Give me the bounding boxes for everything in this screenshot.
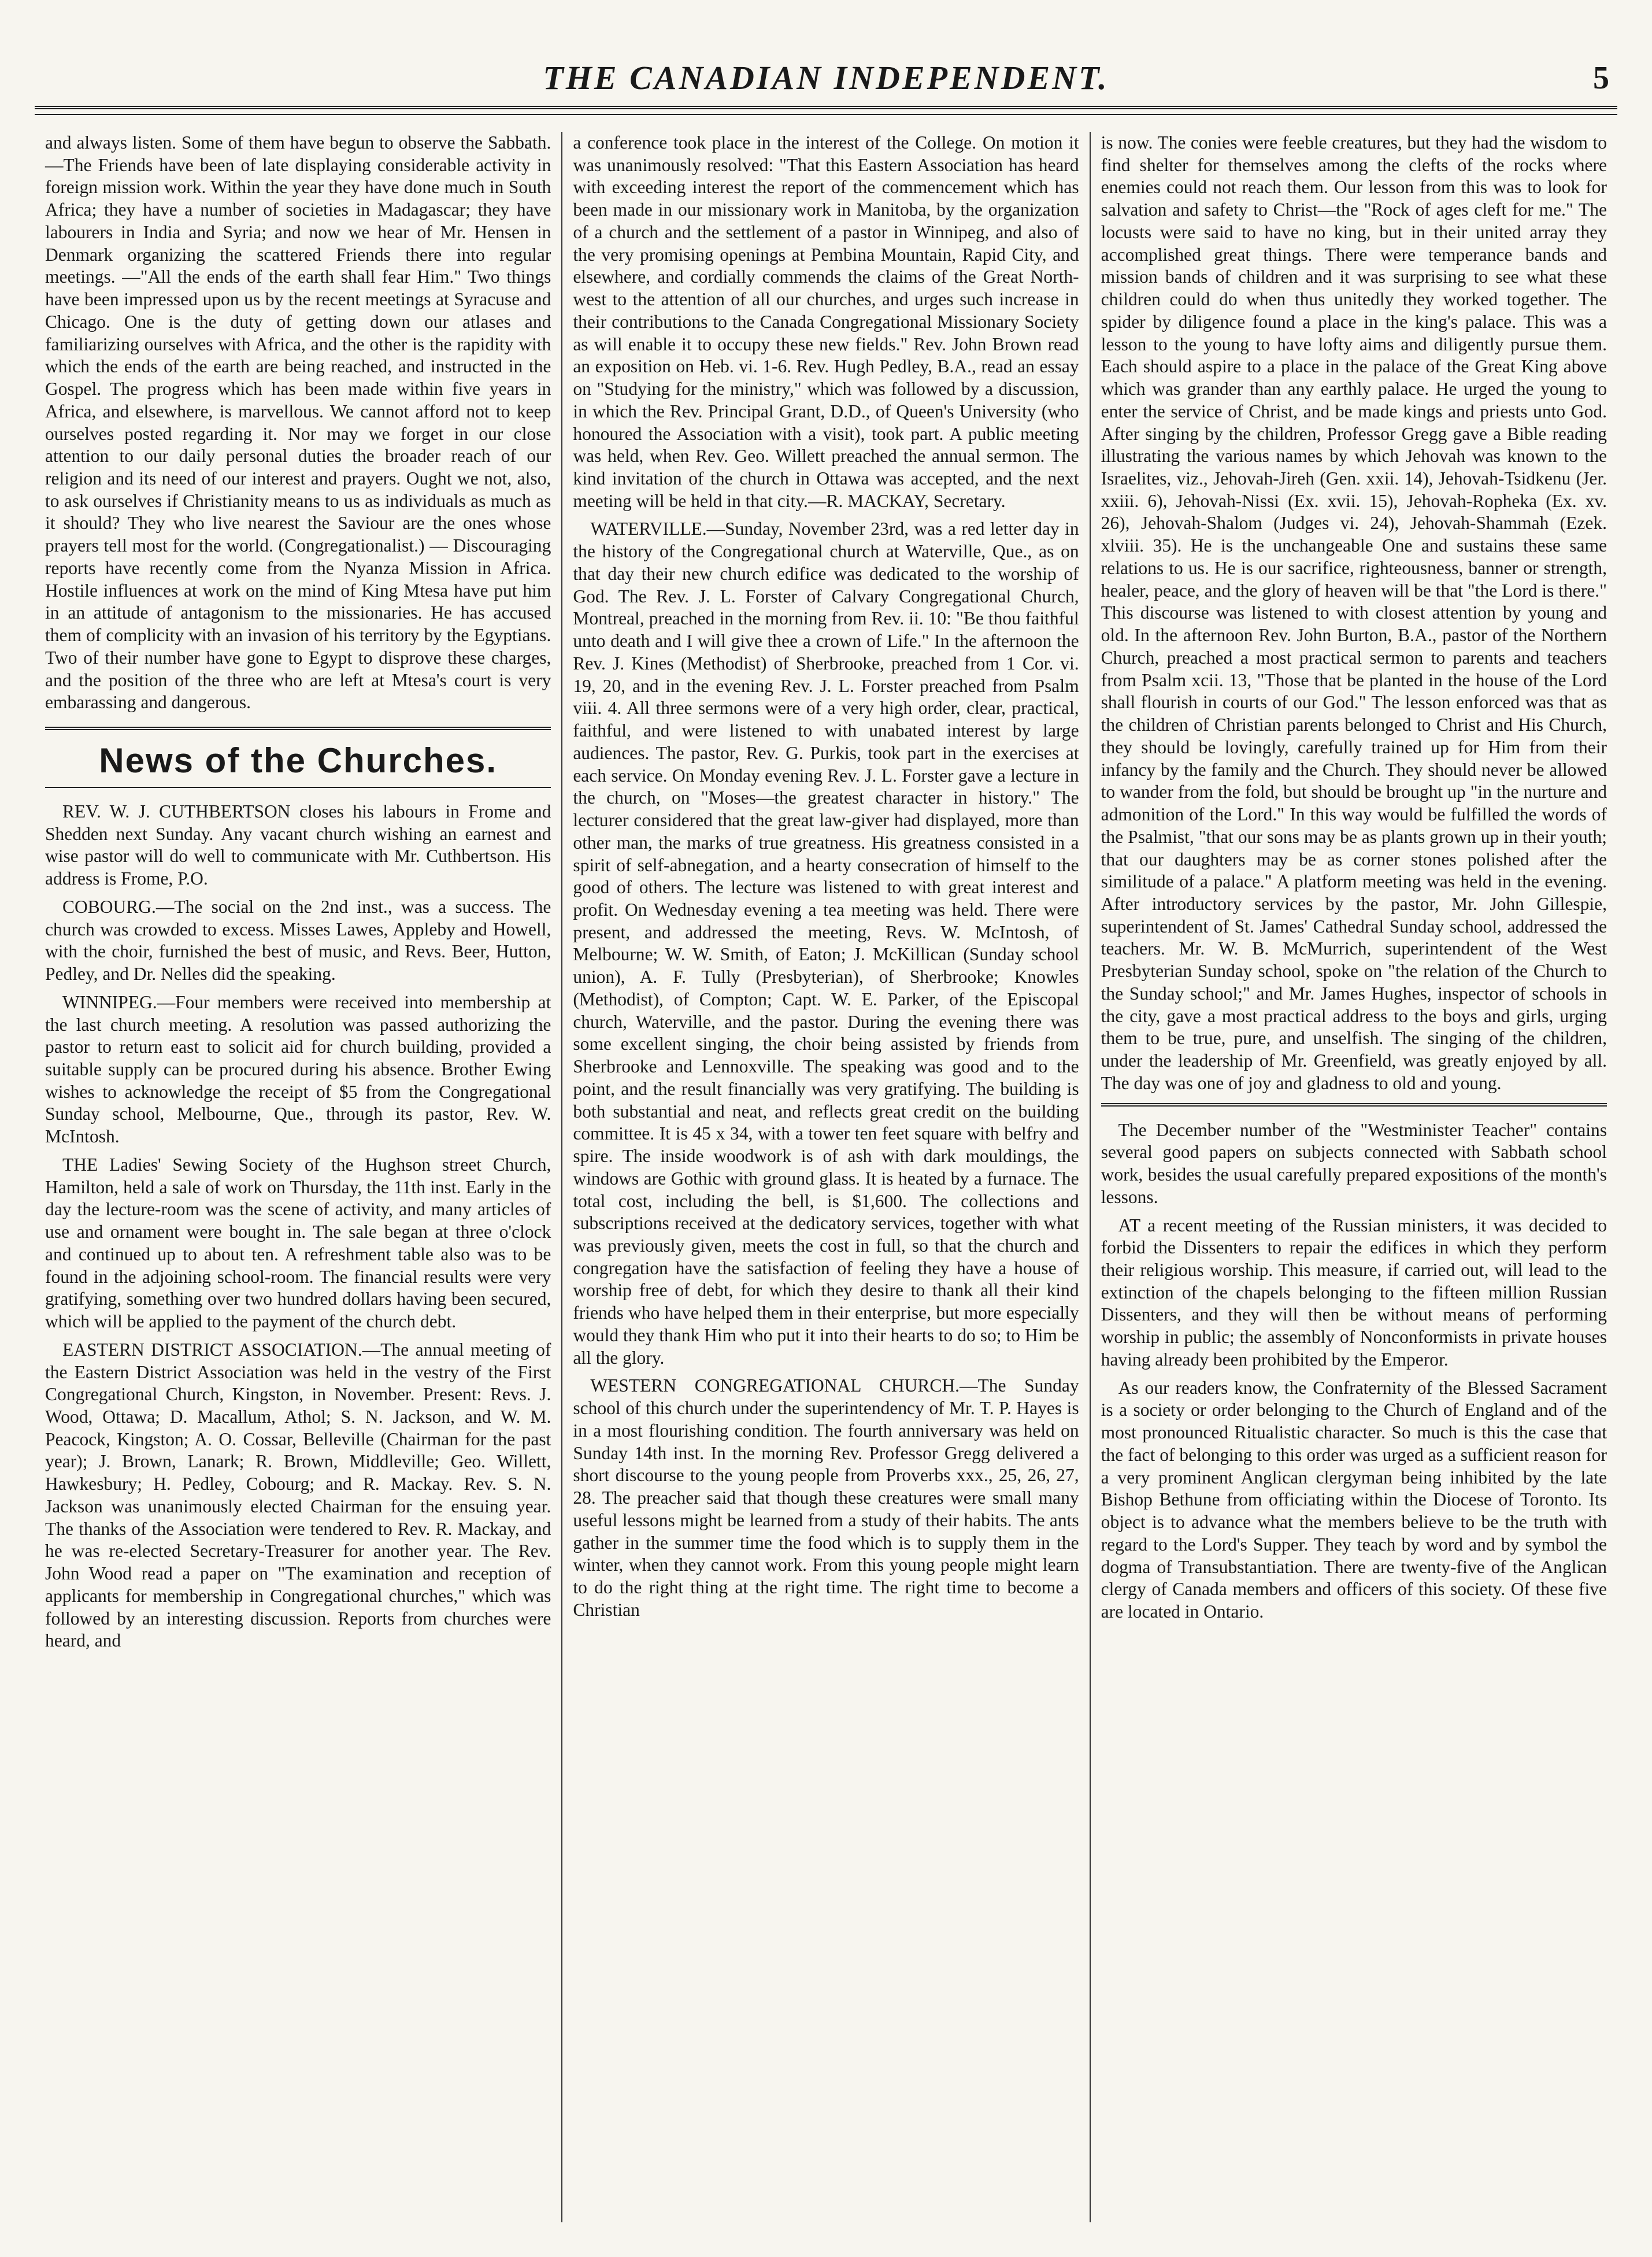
article-columns	[35, 132, 1617, 2222]
article-paragraph: is now. The conies were feeble creatures, but they had the wisdom to find shelter for themselves among the clefts of the rocks where enemies could not reach them. Our lesson from this was to look for salvation and safety to Christ—the "Rock of ages cleft for me." The locusts were said to have no king, but in their united array they accomplished great things. There were temperance bands and mission bands of children and it was surprising to see what these children could do when thus unitedly they worked together. The spider by diligence found a place in the king's palace. This was a lesson to the young to have lofty aims and diligently pursue them. Each should aspire to a place in the palace of the Great King above which was grander than any earthly palace. He urged the young to enter the service of Christ, and be made kings and priests unto God. After singing by the children, Professor Gregg gave a Bible reading illustrating the various names by which Jehovah was known to the Israelites, viz., Jehovah-Jireh (Gen. xxii. 14), Jehovah-Tsidkenu (Jer. xxiii. 6), Jehovah-Nissi (Ex. xvii. 15), Jehovah-Ropheka (Ex. xv. 26), Jehovah-Shalom (Judges vi. 24), Jehovah-Shammah (Ezek. xlviii. 35). He is the unchangeable One and sustains these same relations to us. He is our sacrifice, righteousness, banner or strength, healer, peace, and the glory of heaven will be that "the Lord is there." This discourse was listened to with closest attention by young and old. In the afternoon Rev. John Burton, B.A., pastor of the Northern Church, preached a most practical sermon to parents and teachers from Psalm xcii. 13, "Those that be planted in the house of the Lord shall flourish in courts of our God." The lesson enforced was that as the children of Christian parents belonged to Christ and His Church, they should be lovingly, carefully trained up for Him from their infancy by the family and the Church. They should never be allowed to wander from the fold, but should be brought up "in the nurture and admonition of the Lord." In this way would be fulfilled the words of the Psalmist, "that our sons may be as plants grown up in their youth; that our daughters may be as corner stones polished after the similitude of a palace." A platform meeting was held in the evening. After introductory services by the pastor, Mr. John Gillespie, superintendent of St. James' Cathedral Sunday school, addressed the teachers. Mr. W. B. McMurrich, superintendent of the West Presbyterian Sunday school, spoke on "the relation of the Church to the Sunday school;" and Mr. James Hughes, inspector of schools in the city, gave a most practical address to the boys and girls, urging them to be true, pure, and unselfish. The singing of the children, under the leadership of Mr. Greenfield, was greatly enjoyed by all. The day was one of joy and gladness to old and young.	[1101, 132, 1607, 1093]
news-item-western-church: WESTERN CONGREGATIONAL CHURCH.—The Sunday school of this church under the superintendency of Mr. T. P. Hayes is in a most flourishing condition. The fourth anniversary was held on Sunday 14th inst. In the morning Rev. Professor Gregg delivered a short discourse to the young people from Proverbs xxx., 25, 26, 27, 28. The preacher said that though these creatures were small many useful lessons might be learned from a study of their habits. The ants gather in the summer time the food which is to supply them in the winter, when they cannot work. From this young people might learn to do the right thing at the right time. The right time to become a Christian	[573, 1375, 1079, 1620]
article-paragraph: a conference took place in the interest of the College. On motion it was unanimously resolved: "That this Eastern Association has heard with exceeding interest the report of the commencement which has been made in our missionary work in Manitoba, by the organization of a church and the settlement of a pastor in Winnipeg, and also of the very promising openings at Pembina Mountain, Rapid City, and elsewhere, and cordially commends the claims of the Great North-west to the attention of all our churches, and urges such increase in their contributions to the Canada Congregational Missionary Society as will enable it to occupy these new fields." Rev. John Brown read an exposition on Heb. vi. 1-6. Rev. Hugh Pedley, B.A., read an essay on "Studying for the ministry," which was followed by a discussion, in which the Rev. Principal Grant, D.D., of Queen's University (who honoured the Association with a visit), took part. A public meeting was held, when Rev. Geo. Willett preached the annual sermon. The kind invitation of the church in Ottawa was accepted, and the next meeting will be held in that city.—R. MACKAY, Secretary.	[573, 132, 1079, 511]
article-paragraph: and always listen. Some of them have begun to observe the Sabbath.—The Friends have been of late displaying considerable activity in foreign mission work. Within the year they have done much in South Africa; they have a number of societies in Madagascar; they have labourers in India and Syria; and now we hear of Mr. Hensen in Denmark organizing the scattered Friends there into regular meetings. —"All the ends of the earth shall fear Him." Two things have been impressed upon us by the recent meetings at Syracuse and Chicago. One is the duty of getting down our atlases and familiarizing ourselves with Africa, and the other is the rapidity with which the ends of the earth are being reached, and instructed in the Gospel. The progress which has been made within five years in Africa, and elsewhere, is marvellous. We cannot afford not to keep ourselves posted regarding it. Nor may we forget in our close attention to our daily personal duties the broader reach of our religion and its need of our interest and prayers. Ought we not, also, to ask ourselves if Christianity means to us as individuals as much as it should? They who live nearest the Saviour are the ones whose prayers tell most for the world. (Congregationalist.) — Discouraging reports have recently come from the Nyanza Mission in Africa. Hostile influences at work on the mind of King Mtesa have put him in an attitude of antagonism to the missionaries. He has accused them of complicity with an invasion of his territory by the Egyptians. Two of their number have gone to Egypt to disprove these charges, and the position of the three who are left at Mtesa's court is very embarassing and dangerous.	[45, 132, 551, 713]
news-item-cuthbertson: REV. W. J. CUTHBERTSON closes his labours in Frome and Shedden next Sunday. Any vacant church wishing an earnest and wise pastor will do well to communicate with Mr. Cuthbertson. His address is Frome, P.O.	[45, 801, 551, 889]
news-item-cobourg: COBOURG.—The social on the 2nd inst., was a success. The church was crowded to excess. Misses Lawes, Appleby and Howell, with the choir, furnished the best of music, and Revs. Beer, Hutton, Pedley, and Dr. Nelles did the speaking.	[45, 896, 551, 985]
section-divider	[1101, 1103, 1607, 1109]
masthead	[35, 55, 1617, 101]
column-3	[1090, 132, 1617, 2222]
news-item-winnipeg: WINNIPEG.—Four members were received into membership at the last church meeting. A resolution was passed authorizing the pastor to return east to solicit aid for church building, provided a suitable supply can be procured during his absence. Brother Ewing wishes to acknowledge the receipt of $5 from the Congregational Sunday school, Melbourne, Que., through its pastor, Rev. W. McIntosh.	[45, 991, 551, 1147]
news-item-waterville: WATERVILLE.—Sunday, November 23rd, was a red letter day in the history of the Congregational church at Waterville, Que., as on that day their new church edifice was dedicated to the worship of God. The Rev. J. L. Forster of Calvary Congregational Church, Montreal, preached in the morning from Rev. ii. 10: "Be thou faithful unto death and I will give thee a crown of Life." In the afternoon the Rev. J. Kines (Methodist) of Sherbrooke, preached from 1 Cor. vi. 19, 20, and in the evening Rev. J. L. Forster preached from Psalm viii. 4. All three sermons were of a very high order, clear, practical, faithful, and were listened to with unabated interest by large audiences. The pastor, Rev. G. Purkis, took part in the exercises at each service. On Monday evening Rev. J. L. Forster gave a lecture in the church, on "Moses—the greatest character in history." The lecturer considered that the great law-giver had displayed, more than other man, the marks of true greatness. His greatness consisted in a spirit of self-abnegation, and a hearty consecration of himself to the good of others. The lecture was listened to with great interest and profit. On Wednesday evening a tea meeting was held. There were present, and addressed the meeting, Revs. W. McIntosh, of Melbourne; W. W. Smith, of Eaton; J. McKillican (Sunday school union), A. F. Tully (Presbyterian), of Sherbrooke; Knowles (Methodist), of Compton; Capt. W. E. Parker, of the Episcopal church, Waterville, and the pastor. During the evening there was some excellent singing, the choir being assisted by friends from Sherbrooke and Lennoxville. The speaking was good and to the point, and the result financially was very gratifying. The building is both substantial and neat, and reflects great credit on the building committee. It is 45 x 34, with a tower ten feet square with belfry and spire. The inside woodwork is of ash with dark mouldings, the windows are Gothic with ground glass. It is heated by a furnace. The total cost, including the bell, is $1,600. The collections and subscriptions received at the dedicatory services, together with what was previously given, meets the cost in full, so that the church and congregation have the satisfaction of feeling they have a house of worship free of debt, for which they desire to thank all their kind friends who have helped them in their enterprise, but more especially would they thank Him who put it into their hearts to do so; to Him be all the glory.	[573, 519, 1079, 1368]
masthead-rule	[35, 106, 1617, 115]
column-1	[35, 132, 561, 2222]
section-heading: News of the Churches.	[99, 741, 498, 780]
item-westminster-teacher: The December number of the "Westminister Teacher" contains several good papers on subjects connected with Sabbath school work, besides the usual carefully prepared expositions of the month's lessons.	[1101, 1119, 1607, 1207]
item-confraternity: As our readers know, the Confraternity of the Blessed Sacrament is a society or order belonging to the Church of England and of the most pronounced Ritualistic character. So much is this the case that the fact of belonging to this order was urged as a sufficient reason for a very prominent Anglican clergyman being inhibited by the late Bishop Bethune from officiating within the Diocese of Toronto. Its object is to advance what the members believe to be the truth with regard to the Lord's Supper. They teach by word and by symbol the dogma of Transubstantiation. There are twenty-five of the Anglican clergy of Canada members and officers of this society. Of these five are located in Ontario.	[1101, 1377, 1607, 1622]
publication-title: THE CANADIAN INDEPENDENT.	[543, 59, 1109, 97]
section-heading-box	[45, 727, 551, 788]
column-2	[561, 132, 1089, 2222]
news-item-hamilton: THE Ladies' Sewing Society of the Hughson street Church, Hamilton, held a sale of work on Thursday, the 11th inst. Early in the day the lecture-room was the scene of activity, and many articles of use and ornament were bought in. The sale began at three o'clock and continued up to about ten. A refreshment table also was to be found in the adjoining school-room. The financial results were very gratifying, something over two hundred dollars having been secured, which will be applied to the payment of the church debt.	[45, 1154, 551, 1332]
page-number: 5	[1593, 60, 1609, 96]
news-item-eastern-district: EASTERN DISTRICT ASSOCIATION.—The annual meeting of the Eastern District Association was held in the vestry of the First Congregational Church, Kingston, in November. Present: Revs. J. Wood, Ottawa; D. Macallum, Athol; S. N. Jackson, and W. M. Peacock, Kingston; A. O. Cossar, Belleville (Chairman for the past year); J. Brown, Lanark; R. Brown, Middleville; Geo. Willett, Hawkesbury; H. Pedley, Cobourg; and R. Mackay. Rev. S. N. Jackson was unanimously elected Chairman for the ensuing year. The thanks of the Association were tendered to Rev. R. Mackay, and he was re-elected Secretary-Treasurer for another year. The Rev. John Wood read a paper on "The examination and reception of applicants for membership in Congregational churches," which was followed by an interesting discussion. Reports from churches were heard, and	[45, 1339, 551, 1651]
item-russian-ministers: AT a recent meeting of the Russian ministers, it was decided to forbid the Dissenters to repair the edifices in which they perform their religious worship. This measure, if carried out, will lead to the extinction of the chapels belonging to the fifteen million Russian Dissenters, and they will then be without means of performing worship in public; the assembly of Nonconformists in private houses having already been prohibited by the Emperor.	[1101, 1215, 1607, 1370]
